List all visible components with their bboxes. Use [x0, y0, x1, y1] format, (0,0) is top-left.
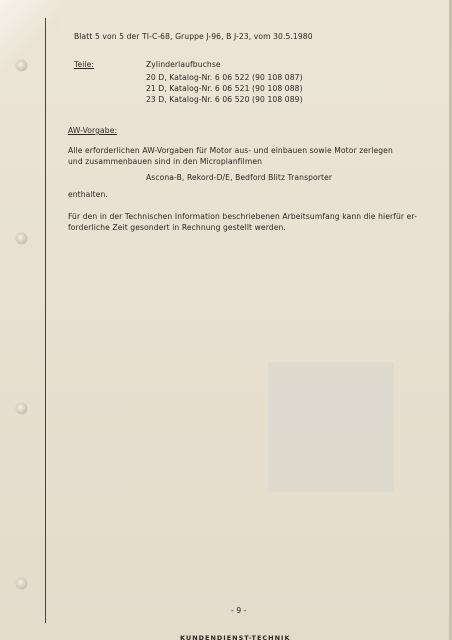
aw-text-line: enthalten.	[68, 190, 108, 199]
aw-text-line: und zusammenbauen sind in den Microplanfilmen	[68, 157, 263, 166]
punch-hole-top	[16, 60, 27, 71]
punch-hole-upper-middle	[16, 233, 27, 244]
aw-label: AW-Vorgabe:	[68, 126, 118, 135]
page-number: - 9 -	[231, 606, 247, 615]
sheet-header: Blatt 5 von 5 der TI-C-68, Gruppe J-96, B J-23, vom 30.5.1980	[74, 32, 313, 41]
punch-hole-lower-middle	[16, 403, 27, 414]
parts-label: Teile:	[74, 60, 95, 69]
footer-department: KUNDENDIENST-TECHNIK	[180, 634, 291, 640]
scan-stain	[268, 362, 394, 492]
parts-title: Zylinderlaufbuchse	[146, 60, 221, 69]
parts-item: 21 D, Katalog-Nr. 6 06 521 (90 108 088)	[146, 84, 303, 93]
parts-item: 20 D, Katalog-Nr. 6 06 522 (90 108 087)	[146, 73, 303, 82]
folded-corner	[0, 0, 60, 70]
info-text-line: forderliche Zeit gesondert in Rechnung gestellt werden.	[68, 223, 286, 232]
info-text-line: Für den in der Technischen Information beschriebenen Arbeitsumfang kann die hierfür er-	[68, 212, 417, 221]
parts-item: 23 D, Katalog-Nr. 6 06 520 (90 108 089)	[146, 95, 303, 104]
aw-models: Ascona-B, Rekord-D/E, Bedford Blitz Transporter	[146, 173, 333, 182]
punch-hole-bottom	[16, 578, 27, 589]
aw-text-line: Alle erforderlichen AW-Vorgaben für Motor aus- und einbauen sowie Motor zerlegen	[68, 146, 393, 155]
margin-line	[45, 18, 46, 623]
